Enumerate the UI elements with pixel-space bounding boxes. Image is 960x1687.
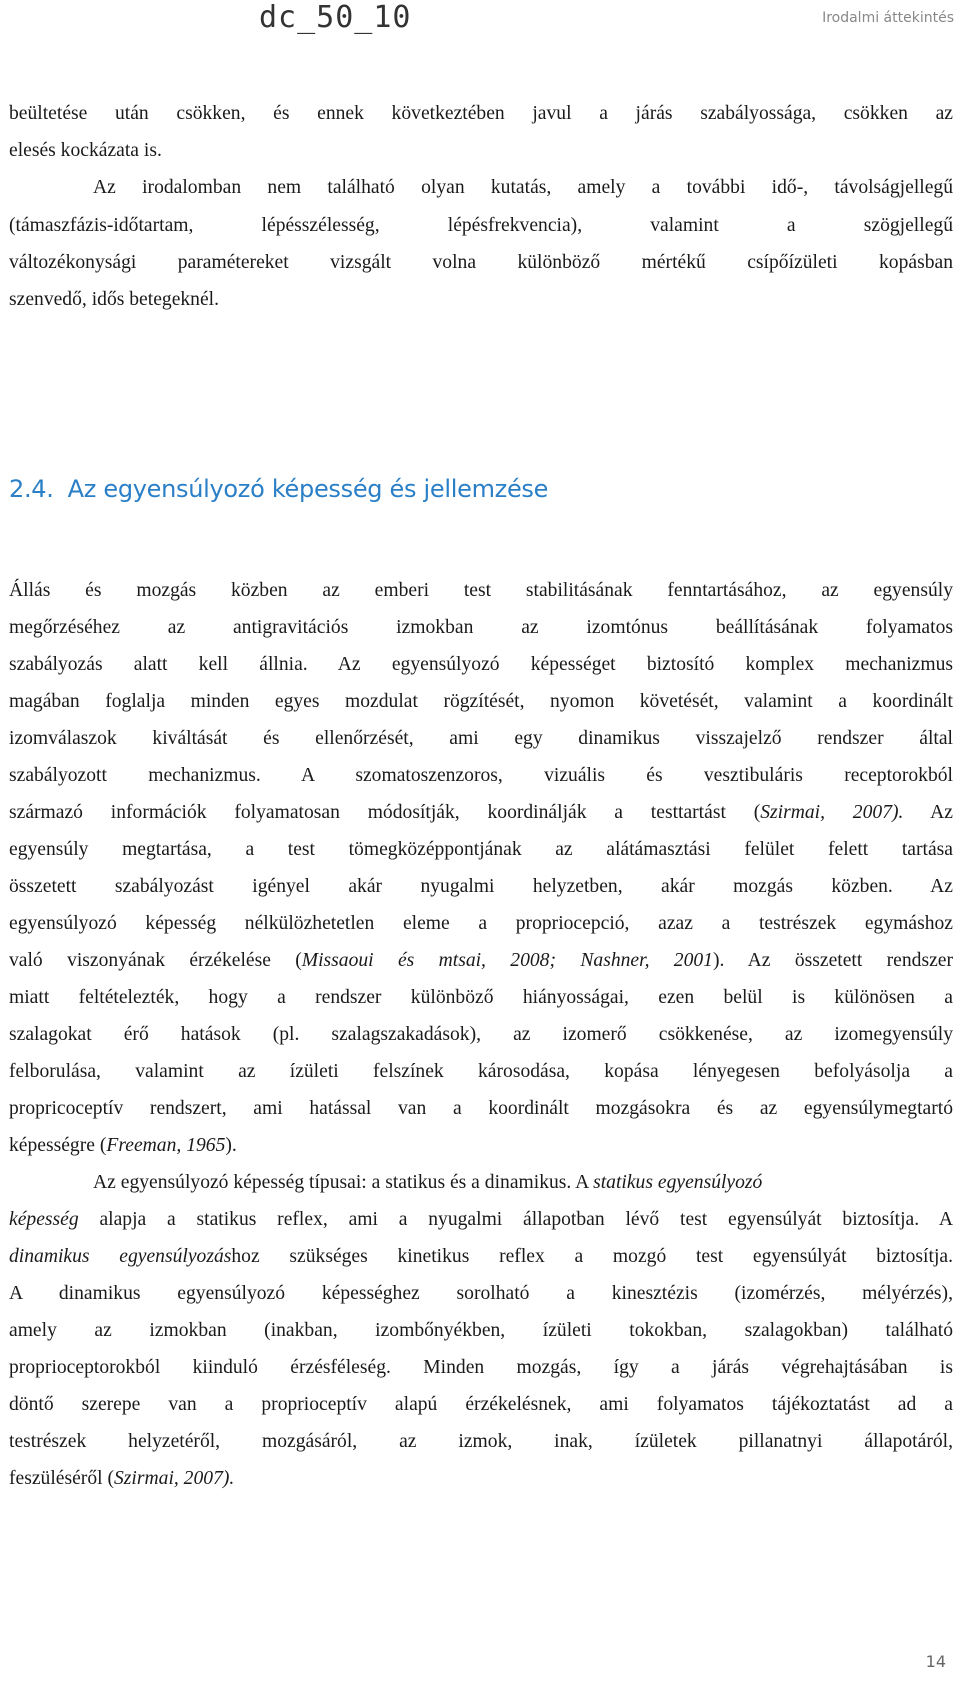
text-line: miatt feltételezték, hogy a rendszer különböző hiányosságai, ezen belül is különösen a	[9, 987, 953, 1008]
text-line: (támaszfázis-időtartam, lépésszélesség, lépésfrekvencia), valamint a szögjellegű	[9, 214, 953, 236]
section-heading	[9, 475, 548, 503]
text-line	[9, 1201, 953, 1238]
main-paragraphs	[9, 572, 953, 1497]
text-line: propricoceptív rendszert, ami hatással van a koordinált mozgásokra és az egyensúlymegtartó	[9, 1098, 953, 1119]
text-line	[9, 794, 953, 831]
text-run: alapja a statikus reflex, ami a nyugalmi állapotban lévő test egyensúlyát biztosítja. A	[78, 1209, 953, 1230]
text-line: döntő szerepe van a proprioceptív alapú érzékelésnek, ami folyamatos tájékoztatást ad a	[9, 1394, 953, 1415]
text-run: ). Az összetett rendszer	[712, 950, 953, 971]
text-line: szalagokat érő hatások (pl. szalagszakadások), az izomerő csökkenése, az izomegyensúly	[9, 1024, 953, 1045]
text-line: proprioceptorokból kiinduló érzésféleség. Minden mozgás, így a járás végrehajtásában is	[9, 1357, 953, 1378]
text-line: A dinamikus egyensúlyozó képességhez sorolható a kinesztézis (izomérzés, mélyérzés),	[9, 1283, 953, 1304]
text-run: származó információk folyamatosan módosítják, koordinálják a testtartást (	[9, 802, 761, 823]
text-line: izomválaszok kiváltását és ellenőrzését, ami egy dinamikus visszajelző rendszer által	[9, 728, 953, 749]
running-header: Irodalmi áttekintés	[822, 10, 954, 26]
text-line	[9, 1164, 953, 1201]
intro-paragraphs	[9, 95, 953, 318]
text-line: testrészek helyzetéről, mozgásáról, az izmok, inak, ízületek pillanatnyi állapotáról,	[9, 1431, 953, 1452]
text-line: beültetése után csökken, és ennek következtében javul a járás szabályossága, csökken az	[9, 103, 953, 124]
text-line: felborulása, valamint az ízületi felszínek károsodása, kopása lényegesen befolyásolja a	[9, 1061, 953, 1082]
emphasis: statikus egyensúlyozó	[593, 1172, 763, 1193]
citation: Szirmai, 2007).	[114, 1468, 235, 1489]
text-run: Az	[903, 802, 953, 823]
text-line: egyensúlyozó képesség nélkülözhetetlen eleme a propriocepció, azaz a testrészek egymáshoz	[9, 913, 953, 934]
emphasis: dinamikus egyensúlyozás	[9, 1246, 232, 1267]
text-run: feszüléséről (	[9, 1468, 114, 1489]
text-line: egyensúly megtartása, a test tömegközéppontjának az alátámasztási felület felett tartása	[9, 839, 953, 860]
citation: Missaoui és mtsai, 2008; Nashner, 2001	[301, 950, 713, 971]
text-run: Az egyensúlyozó képesség típusai: a statikus és a dinamikus. A	[93, 1172, 594, 1193]
text-run: hoz szükséges kinetikus reflex a mozgó test egyensúlyát biztosítja.	[231, 1246, 953, 1267]
text-line: változékonysági paramétereket vizsgált volna különböző mértékű csípőízületi kopásban	[9, 251, 953, 273]
emphasis: képesség	[9, 1209, 79, 1230]
text-line: megőrzéséhez az antigravitációs izmokban az izomtónus beállításának folyamatos	[9, 617, 953, 638]
citation: Szirmai, 2007).	[760, 802, 904, 823]
section-title: Az egyensúlyozó képesség és jellemzése	[67, 475, 549, 503]
section-number: 2.4.	[9, 475, 54, 503]
text-run: ).	[225, 1135, 237, 1156]
text-line	[9, 1460, 953, 1497]
text-run: képességre (	[9, 1135, 107, 1156]
text-line	[9, 1127, 953, 1164]
text-line	[9, 1238, 953, 1275]
text-line: Állás és mozgás közben az emberi test stabilitásának fenntartásához, az egyensúly	[9, 580, 953, 601]
text-line: Az irodalomban nem található olyan kutatás, amely a további idő-, távolságjellegű	[93, 177, 953, 199]
document-code: dc_50_10	[259, 0, 412, 35]
text-line: szenvedő, idős betegeknél.	[9, 288, 220, 310]
text-line	[9, 942, 953, 979]
citation: Freeman, 1965	[106, 1135, 226, 1156]
page-number: 14	[925, 1652, 946, 1671]
text-line: összetett szabályozást igényel akár nyugalmi helyzetben, akár mozgás közben. Az	[9, 876, 953, 897]
text-run: való viszonyának érzékelése (	[9, 950, 302, 971]
text-line: szabályozott mechanizmus. A szomatoszenzoros, vizuális és vesztibuláris receptorokból	[9, 765, 953, 786]
text-line: magában foglalja minden egyes mozdulat rögzítését, nyomon követését, valamint a koordinált	[9, 691, 953, 712]
text-line: amely az izmokban (inakban, izombőnyékben, ízületi tokokban, szalagokban) található	[9, 1320, 953, 1341]
text-line: szabályozás alatt kell állnia. Az egyensúlyozó képességet biztosító komplex mechanizmus	[9, 654, 953, 675]
text-line: elesés kockázata is.	[9, 140, 162, 162]
